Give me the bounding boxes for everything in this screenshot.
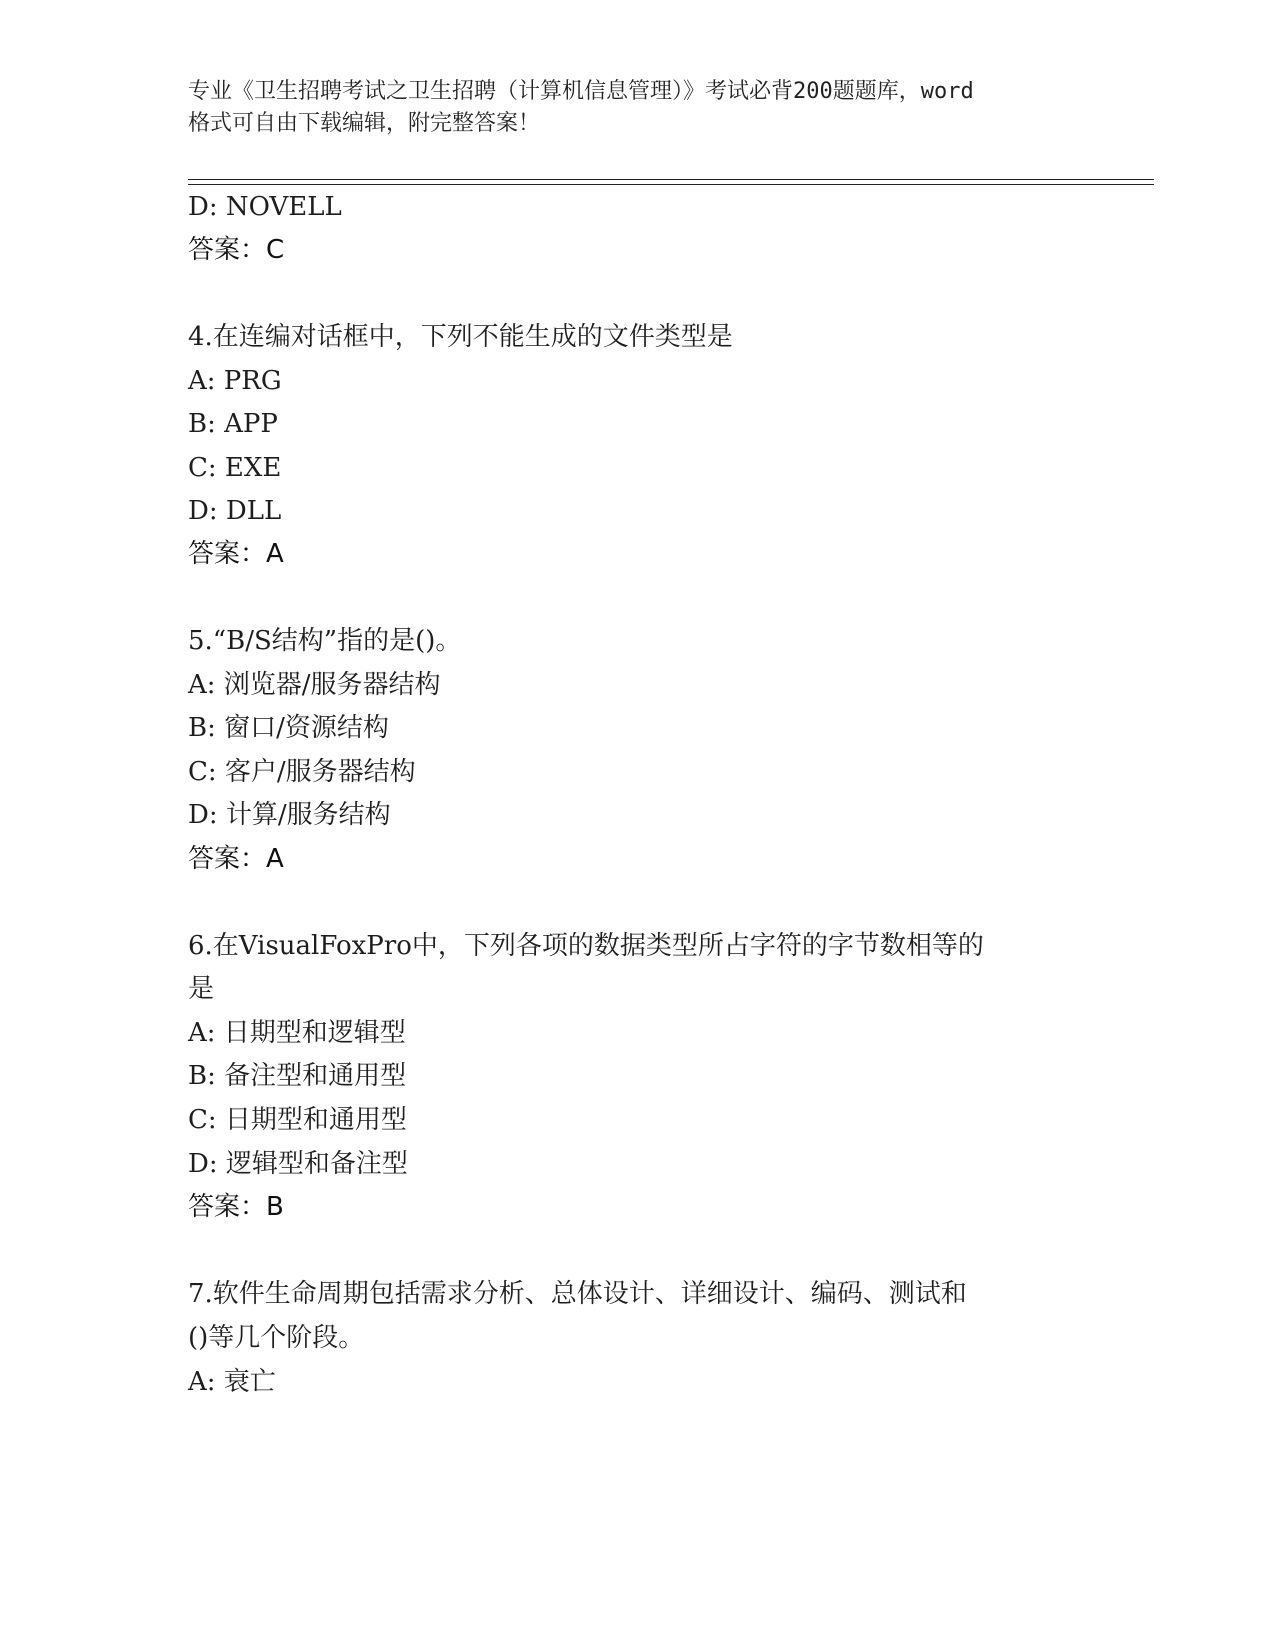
header-divider-bottom bbox=[188, 184, 1154, 185]
option-a: A: PRG bbox=[188, 366, 282, 396]
question-stem-line-2: 是 bbox=[188, 974, 215, 1004]
question-stem-line-1: 6.在VisualFoxPro中，下列各项的数据类型所占字符的字节数相等的 bbox=[188, 931, 984, 961]
answer-line: 答案：B bbox=[188, 1192, 284, 1222]
document-header bbox=[188, 76, 1088, 140]
option-c: C: EXE bbox=[188, 453, 282, 483]
answer-line: 答案：C bbox=[188, 235, 285, 265]
option-d: D: DLL bbox=[188, 496, 282, 526]
option-d: D: 计算/服务结构 bbox=[188, 800, 391, 830]
option-a: A: 衰亡 bbox=[188, 1367, 276, 1397]
header-line-2: 格式可自由下载编辑，附完整答案！ bbox=[188, 111, 541, 136]
option-a: A: 日期型和逻辑型 bbox=[188, 1018, 406, 1048]
question-stem: 5.“B/S结构”指的是()。 bbox=[188, 626, 462, 656]
header-line-1: 专业《卫生招聘考试之卫生招聘（计算机信息管理）》考试必背200题题库，word bbox=[188, 79, 974, 104]
option-a: A: 浏览器/服务器结构 bbox=[188, 670, 441, 700]
option-d: D: 逻辑型和备注型 bbox=[188, 1149, 408, 1179]
option-c: C: 客户/服务器结构 bbox=[188, 757, 416, 787]
question-stem-line-2: ()等几个阶段。 bbox=[188, 1323, 365, 1353]
option-b: B: 窗口/资源结构 bbox=[188, 713, 389, 743]
option-c: C: 日期型和通用型 bbox=[188, 1105, 407, 1135]
question-stem: 4.在连编对话框中，下列不能生成的文件类型是 bbox=[188, 322, 733, 352]
answer-line: 答案：A bbox=[188, 844, 284, 874]
header-divider-top bbox=[188, 179, 1154, 180]
option-b: B: APP bbox=[188, 409, 278, 439]
question-stem-line-1: 7.软件生命周期包括需求分析、总体设计、详细设计、编码、测试和 bbox=[188, 1279, 967, 1309]
option-d: D: NOVELL bbox=[188, 192, 342, 222]
option-b: B: 备注型和通用型 bbox=[188, 1061, 407, 1091]
answer-line: 答案：A bbox=[188, 539, 284, 569]
